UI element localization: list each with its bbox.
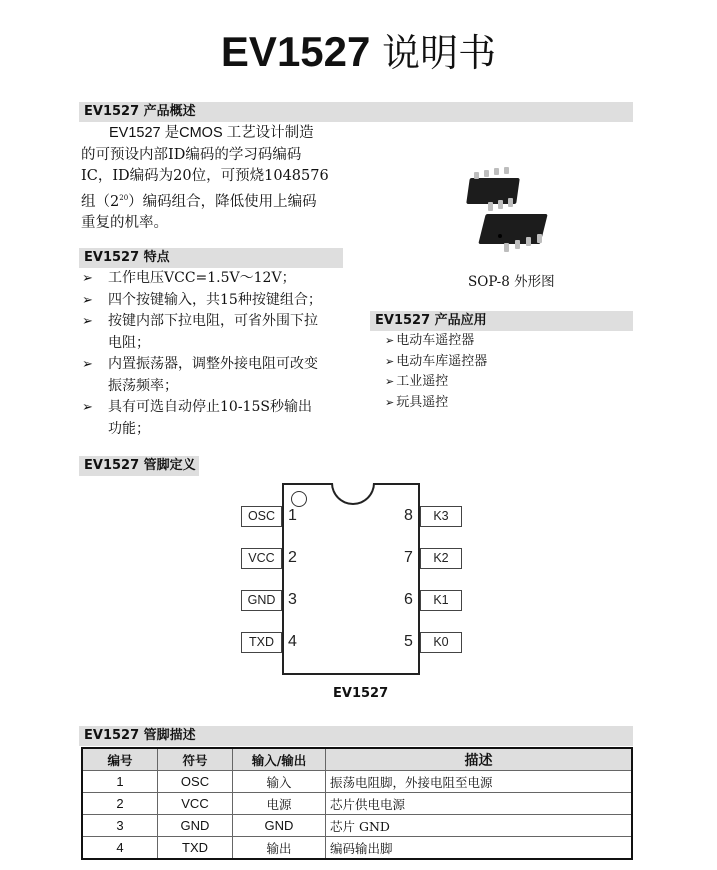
- pin-number: 6: [404, 591, 413, 608]
- package-caption: SOP-8 外形图: [468, 274, 555, 290]
- section-heading-pinout: EV1527 管脚定义: [79, 456, 199, 476]
- column-header-io: 输入/输出: [233, 748, 326, 771]
- overview-line-4: 组$(2^{20})$编码组合，降低使用上编码: [81, 193, 317, 210]
- table-row: 4 TXD 输出 编码输出脚: [82, 837, 632, 860]
- feature-item: ➢ 四个按键输入，共15种按键组合；: [79, 290, 364, 312]
- chip-name-label: EV1527: [333, 686, 389, 701]
- column-header-description: 描述: [326, 748, 633, 771]
- section-heading-overview: EV1527 产品概述: [79, 102, 633, 122]
- pin-label-vcc: VCC: [241, 548, 282, 569]
- feature-item: ➢ 工作电压VCC=1.5V～12V；: [79, 268, 364, 290]
- overview-line-2: 的可预设内部ID编码的学习码编码: [81, 146, 302, 163]
- document-title: [0, 22, 717, 77]
- arrow-bullet-icon: ➢: [82, 357, 93, 372]
- table-row: 2 VCC 电源 芯片供电电源: [82, 793, 632, 815]
- features-list: [79, 268, 364, 440]
- overview-line-3: IC，ID编码为20位，可预烧1048576: [81, 168, 329, 184]
- feature-item: ➢ 内置振荡器，调整外接电阻可改变 振荡频率；: [82, 356, 318, 394]
- application-item: ➢ 玩具遥控: [385, 394, 449, 410]
- application-item: ➢ 电动车库遥控器: [385, 353, 488, 369]
- overview-paragraph: [81, 123, 371, 234]
- overview-line-1: EV1527 是CMOS 工艺设计制造: [109, 125, 314, 141]
- feature-item: ➢ 按键内部下拉电阻，可省外围下拉 电阻；: [82, 313, 318, 351]
- pin-number: 8: [404, 507, 413, 524]
- applications-list: [370, 331, 630, 413]
- pin-label-txd: TXD: [241, 632, 282, 653]
- column-header-number: 编号: [82, 748, 158, 771]
- section-heading-features: EV1527 特点: [79, 248, 343, 268]
- table-header-row: [82, 748, 632, 771]
- arrow-bullet-icon: ➢: [385, 334, 395, 347]
- arrow-bullet-icon: ➢: [82, 400, 93, 415]
- pin-label-k0: K0: [420, 632, 462, 653]
- arrow-bullet-icon: ➢: [82, 292, 93, 308]
- pin-label-k2: K2: [420, 548, 462, 569]
- pin-label-osc: OSC: [241, 506, 282, 527]
- pin-number: 1: [288, 507, 297, 524]
- arrow-bullet-icon: ➢: [82, 314, 93, 329]
- pin-number: 7: [404, 549, 413, 566]
- pin-number: 4: [288, 633, 297, 650]
- arrow-bullet-icon: ➢: [385, 395, 395, 409]
- pin-label-gnd: GND: [241, 590, 282, 611]
- title-model: EV1527: [220, 28, 371, 75]
- application-item: ➢ 电动车遥控器: [385, 333, 475, 348]
- pin-description-table: [81, 747, 633, 860]
- column-header-symbol: 符号: [158, 748, 233, 771]
- pinout-diagram: [241, 483, 463, 678]
- pin-label-k3: K3: [420, 506, 462, 527]
- title-suffix: 说明书: [382, 31, 497, 75]
- section-heading-pin-table: EV1527 管脚描述: [79, 726, 633, 746]
- arrow-bullet-icon: ➢: [385, 375, 395, 388]
- pin-number: 3: [288, 591, 297, 608]
- arrow-bullet-icon: ➢: [82, 271, 93, 286]
- feature-item: ➢ 具有可选自动停止10-15S秒输出 功能；: [82, 399, 312, 437]
- table-row: 1 OSC 输入 振荡电阻脚，外接电阻至电源: [82, 771, 632, 793]
- overview-line-5: 重复的机率。: [81, 214, 168, 231]
- arrow-bullet-icon: ➢: [385, 354, 395, 368]
- pin-number: 2: [288, 549, 297, 566]
- table-row: 3 GND GND 芯片 GND: [82, 815, 632, 837]
- application-item: ➢ 工业遥控: [385, 374, 449, 389]
- pin-label-k1: K1: [420, 590, 462, 611]
- chip-body: [282, 483, 420, 675]
- pin1-dot-icon: [291, 491, 307, 507]
- pin-number: 5: [404, 633, 413, 650]
- sop8-package-image: [460, 168, 560, 263]
- section-heading-applications: EV1527 产品应用: [370, 311, 633, 331]
